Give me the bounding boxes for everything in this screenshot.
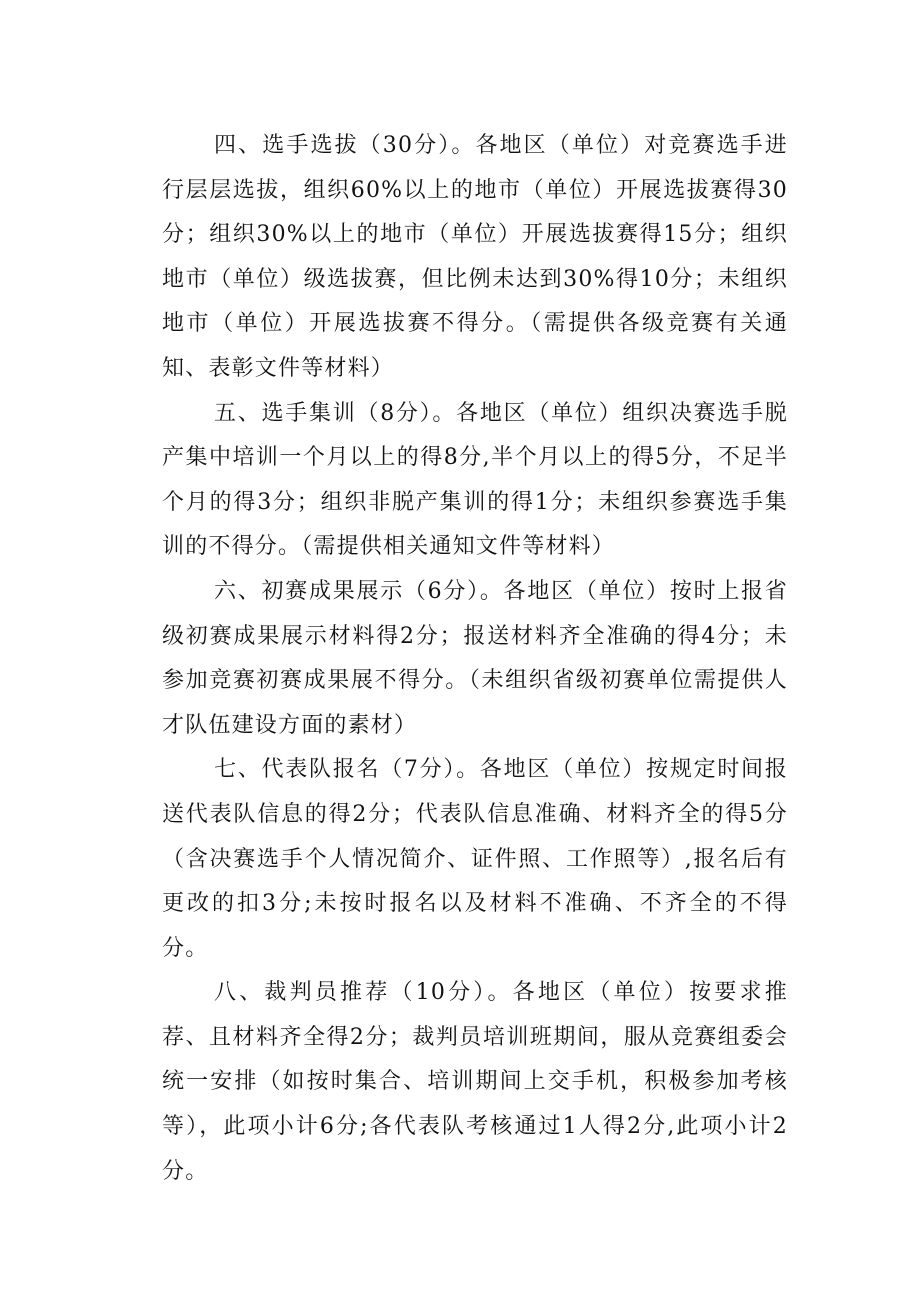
- paragraph-player-selection: 四、选手选拔（30分）。各地区（单位）对竞赛选手进行层层选拔，组织60%以上的地市（单位）开展选拔赛得30分；组织30%以上的地市（单位）开展选拔赛得15分；组织地市（单位）级选拔赛，但比例未达到30%得10分；未组织地市（单位）开展选拔赛不得分。（需提供各级竞赛有关通知、表彰文件等材料）: [162, 133, 788, 381]
- paragraph-referee-recommendation: 八、裁判员推荐（10分）。各地区（单位）按要求推荐、且材料齐全得2分；裁判员培训班期间，服从竞赛组委会统一安排（如按时集合、培训期间上交手机，积极参加考核等），此项小计6分;各代表队考核通过1人得2分,此项小计2分。: [162, 980, 788, 1184]
- document-body: [162, 124, 788, 1194]
- paragraph-team-registration: 七、代表队报名（7分）。各地区（单位）按规定时间报送代表队信息的得2分；代表队信息准确、材料齐全的得5分（含决赛选手个人情况简介、证件照、工作照等）,报名后有更改的扣3分;未按时报名以及材料不准确、不齐全的不得分。: [162, 757, 788, 961]
- paragraph-player-training: 五、选手集训（8分）。各地区（单位）组织决赛选手脱产集中培训一个月以上的得8分,半个月以上的得5分，不足半个月的得3分；组织非脱产集训的得1分；未组织参赛选手集训的不得分。（需提供相关通知文件等材料）: [162, 400, 788, 560]
- paragraph-preliminary-results: 六、初赛成果展示（6分）。各地区（单位）按时上报省级初赛成果展示材料得2分；报送材料齐全准确的得4分；未参加竞赛初赛成果展不得分。（未组织省级初赛单位需提供人才队伍建设方面的素材）: [162, 578, 788, 738]
